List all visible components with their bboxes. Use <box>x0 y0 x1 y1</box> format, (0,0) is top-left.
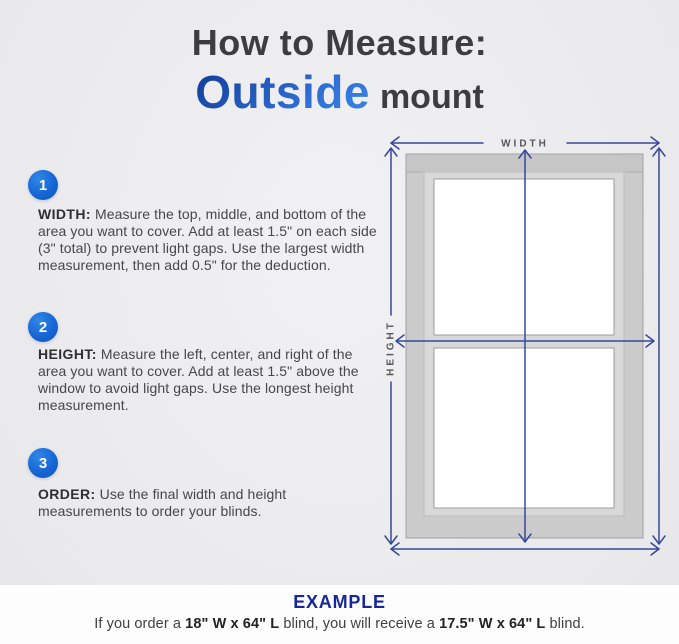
step-3-badge <box>28 448 58 478</box>
step-1-text <box>38 206 383 274</box>
height-arrow-right <box>653 148 665 544</box>
example-sentence <box>0 616 679 632</box>
height-label: HEIGHT <box>385 320 397 376</box>
step-3-label: ORDER: <box>38 486 96 502</box>
step-2-number: 2 <box>38 318 48 336</box>
step-1-body: Measure the top, middle, and bottom of the area you want to cover. Add at least 1.5" on each side (3" total) to prevent light gaps. Use the largest width measurement, then add 0.5" for the deduction. <box>38 206 377 273</box>
example-prefix: If you order a <box>94 616 186 632</box>
step-1-number: 1 <box>38 176 48 194</box>
step-1-label: WIDTH: <box>38 206 91 222</box>
page-title <box>0 22 679 119</box>
step-3-number: 3 <box>38 454 48 472</box>
title-suffix: mount <box>379 78 484 116</box>
width-arrow-bottom <box>391 543 659 555</box>
example-middle: blind, you will receive a <box>279 616 440 632</box>
step-2-body: Measure the left, center, and right of the area you want to cover. Add at least 1.5" above the window to avoid light gaps. Use the longest height measurement. <box>38 346 359 413</box>
example-section <box>0 585 679 644</box>
window-bottom-sash <box>434 348 614 508</box>
width-label: WIDTH <box>501 138 549 150</box>
example-heading: EXAMPLE <box>293 592 386 612</box>
title-highlight: Outside <box>195 66 370 118</box>
step-1-badge <box>28 170 58 200</box>
title-line1: How to Measure: <box>191 22 488 63</box>
window-top-sash <box>434 179 614 335</box>
title-line2 <box>0 65 679 119</box>
example-order-size: 18" W x 64" L <box>185 616 280 632</box>
step-2-label: HEIGHT: <box>38 346 97 362</box>
step-2-badge <box>28 312 58 342</box>
step-3-body: Use the final width and height measurements to order your blinds. <box>38 486 287 519</box>
example-receive-size: 17.5" W x 64" L <box>439 616 546 632</box>
step-3-text <box>38 486 383 520</box>
example-suffix: blind. <box>545 616 585 632</box>
step-2-text <box>38 346 383 414</box>
window-measurement-diagram <box>380 132 670 582</box>
